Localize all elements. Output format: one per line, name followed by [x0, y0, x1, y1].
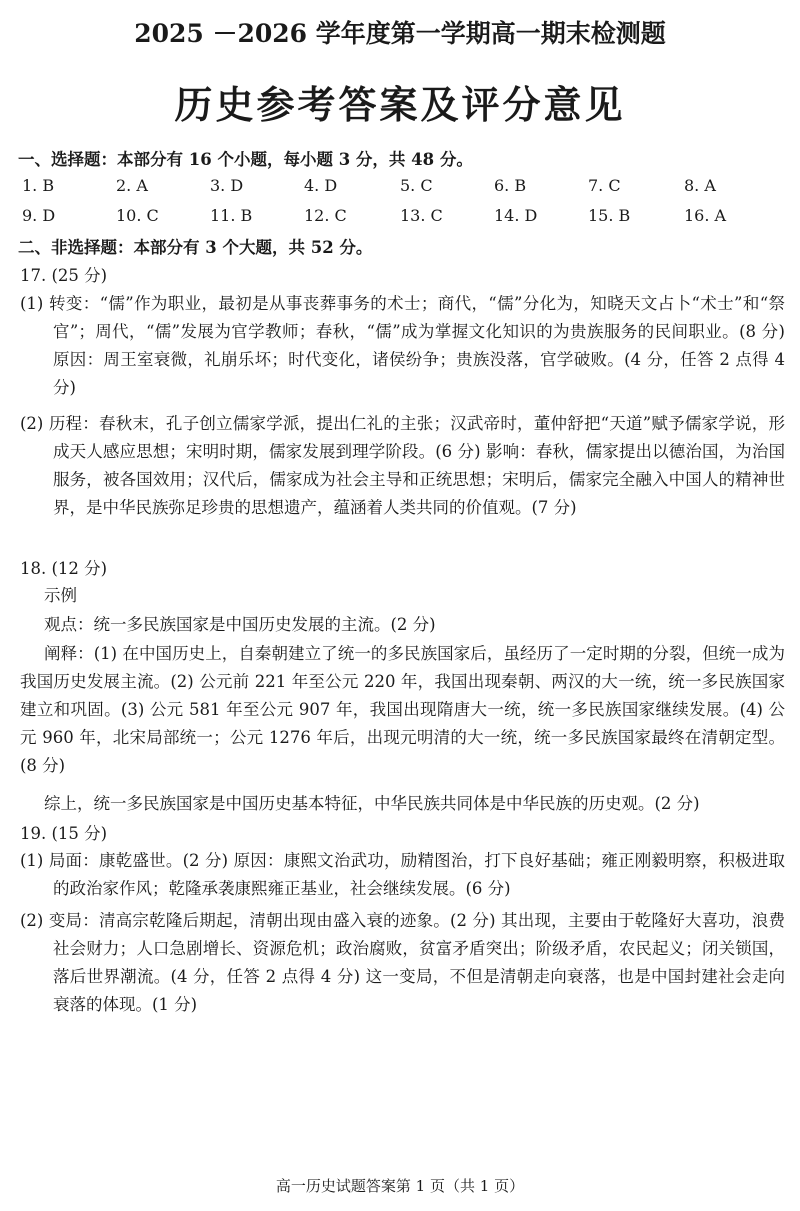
part2-heading: 二、非选择题：本部分有 3 个大题，共 52 分。	[18, 238, 373, 257]
mc-answer: 9. D	[22, 206, 56, 225]
page-footer: 高一历史试题答案第 1 页（共 1 页）	[275, 1177, 525, 1195]
mc-answers-row-2	[22, 206, 782, 230]
question-18-number: 18. (12 分)	[20, 559, 108, 578]
question-18-explanation: 阐释：(1) 在中国历史上，自秦朝建立了统一的多民族国家后，虽经历了一定时期的分裂，但统一成为我国历史发展主流。(2) 公元前 221 年至公元 220 年，我国出现秦朝、两汉的大一统，统一多民族国家建立和巩固。(3) 公元 581 年至公元 907 年，我国出现隋唐大一统，统一多民族国家继续发展。(4) 公元 960 年，北宋局部统一；公元 1276 年后，出现元明清的大一统，统一多民族国家最终在清朝定型。(8 分)	[20, 644, 785, 775]
mc-answer: 13. C	[400, 206, 443, 225]
mc-answer: 1. B	[22, 176, 55, 195]
mc-answer: 16. A	[684, 206, 727, 225]
question-19-part-2: (2) 变局：清高宗乾隆后期起，清朝出现由盛入衰的迹象。(2 分) 其出现，主要由于乾隆好大喜功，浪费社会财力；人口急剧增长、资源危机；政治腐败，贫富矛盾突出；阶级矛盾，农民起义；闭关锁国，落后世界潮流。(4 分，任答 2 点得 4 分) 这一变局，不但是清朝走向衰落，也是中国封建社会走向衰落的体现。(1 分)	[20, 911, 785, 1014]
mc-answer: 14. D	[494, 206, 538, 225]
question-17-part-1: (1) 转变：“儒”作为职业，最初是从事丧葬事务的术士；商代，“儒”分化为，知晓天文占卜“术士”和“祭官”；周代，“儒”发展为官学教师；春秋，“儒”成为掌握文化知识的为贵族服务的民间职业。(8 分) 原因：周王室衰微，礼崩乐坏；时代变化，诸侯纷争；贵族没落，官学破败。(4 分，任答 2 点得 4 分)	[20, 294, 785, 397]
mc-answer: 8. A	[684, 176, 716, 195]
mc-answer: 6. B	[494, 176, 527, 195]
mc-answer: 10. C	[116, 206, 159, 225]
question-17-number: 17. (25 分)	[20, 266, 108, 285]
question-18-example-label: 示例	[44, 586, 77, 605]
question-19-part-1: (1) 局面：康乾盛世。(2 分) 原因：康熙文治武功，励精图治，打下良好基础；雍正刚毅明察，积极进取的政治家作风；乾隆承袭康熙雍正基业，社会继续发展。(6 分)	[20, 851, 785, 898]
question-18-summary: 综上，统一多民族国家是中国历史基本特征，中华民族共同体是中华民族的历史观。(2 分)	[44, 794, 700, 813]
question-17-part-2: (2) 历程：春秋末，孔子创立儒家学派，提出仁礼的主张；汉武帝时，董仲舒把“天道”赋予儒家学说，形成天人感应思想；宋明时期，儒家发展到理学阶段。(6 分) 影响：春秋，儒家提出以德治国，为治国服务，被各国效用；汉代后，儒家成为社会主导和正统思想；宋明后，儒家完全融入中国人的精神世界，是中华民族弥足珍贵的思想遗产，蕴涵着人类共同的价值观。(7 分)	[20, 414, 785, 517]
mc-answer: 3. D	[210, 176, 244, 195]
document-title: 历史参考答案及评分意见	[174, 82, 626, 127]
mc-answer: 2. A	[116, 176, 148, 195]
mc-answer: 5. C	[400, 176, 433, 195]
mc-answer: 7. C	[588, 176, 621, 195]
mc-answers-row-1	[22, 176, 782, 200]
question-18-viewpoint: 观点：统一多民族国家是中国历史发展的主流。(2 分)	[44, 615, 436, 634]
mc-answer: 11. B	[210, 206, 253, 225]
question-19-number: 19. (15 分)	[20, 824, 108, 843]
mc-answer: 15. B	[588, 206, 631, 225]
mc-answer: 4. D	[304, 176, 338, 195]
exam-title: 2025 －2026 学年度第一学期高一期末检测题	[134, 19, 666, 48]
part1-heading: 一、选择题：本部分有 16 个小题，每小题 3 分，共 48 分。	[18, 150, 473, 169]
mc-answer: 12. C	[304, 206, 347, 225]
